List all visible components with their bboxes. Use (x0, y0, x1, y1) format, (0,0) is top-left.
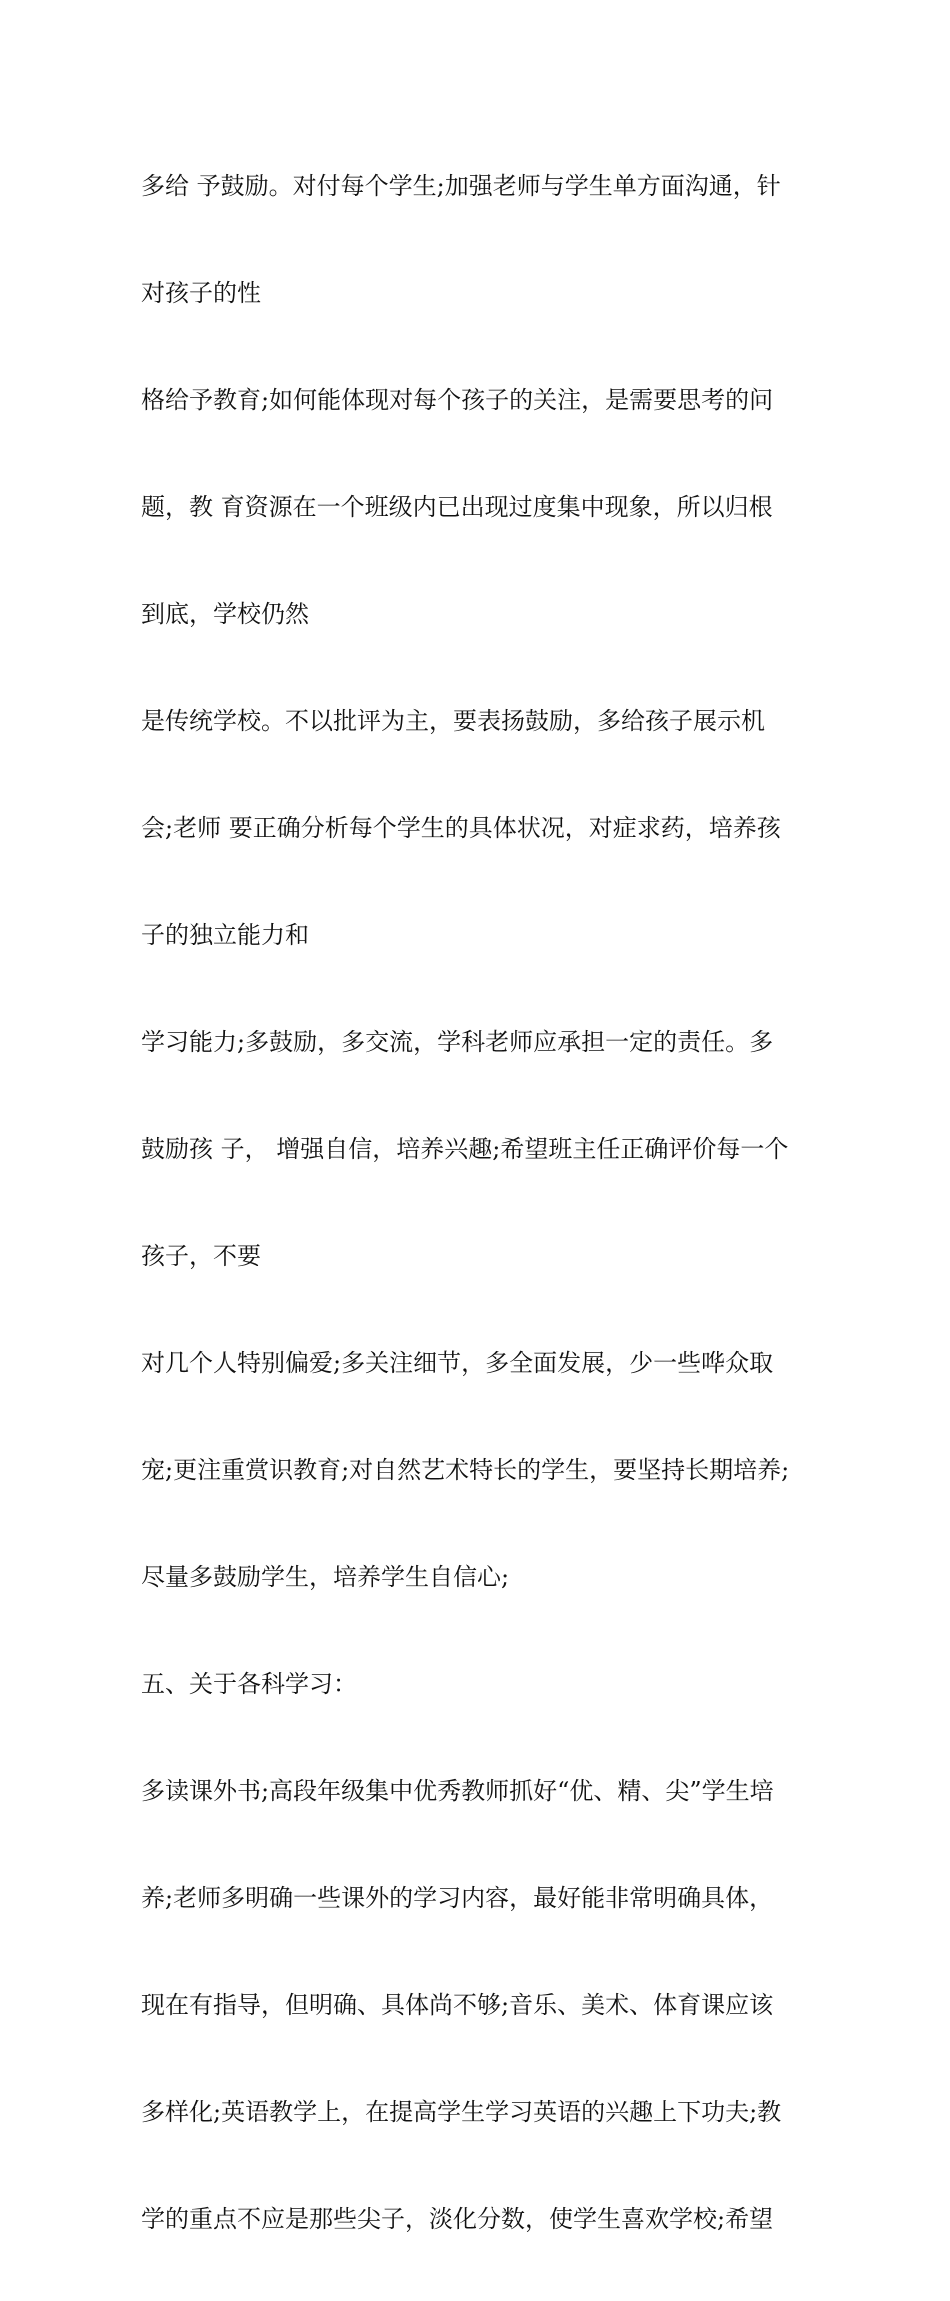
text-line: 子的独立能力和 (141, 921, 309, 949)
text-line: 多给 予鼓励。对付每个学生;加强老师与学生单方面沟通，针 (141, 172, 781, 200)
text-line: 学习能力;多鼓励，多交流，学科老师应承担一定的责任。多 (141, 1028, 774, 1056)
text-line: 到底，学校仍然 (141, 600, 309, 628)
text-line: 对几个人特别偏爱;多关注细节，多全面发展，少一些哗众取 (141, 1349, 774, 1377)
text-line: 多样化;英语教学上，在提高学生学习英语的兴趣上下功夫;教 (141, 2098, 782, 2126)
text-line: 尽量多鼓励学生，培养学生自信心; (141, 1563, 510, 1591)
text-line: 多读课外书;高段年级集中优秀教师抓好“优、精、尖”学生培 (141, 1777, 774, 1805)
text-line: 格给予教育;如何能体现对每个孩子的关注，是需要思考的问 (141, 386, 774, 414)
text-line: 是传统学校。不以批评为主，要表扬鼓励，多给孩子展示机 (141, 707, 765, 735)
section-heading: 五、关于各科学习： (141, 1670, 357, 1698)
text-line: 对孩子的性 (141, 279, 261, 307)
text-line: 现在有指导，但明确、具体尚不够;音乐、美术、体育课应该 (141, 1991, 774, 2019)
text-line: 鼓励孩 子， 增强自信，培养兴趣;希望班主任正确评价每一个 (141, 1135, 789, 1163)
text-line: 孩子，不要 (141, 1242, 261, 1270)
text-line: 题，教 育资源在一个班级内已出现过度集中现象，所以归根 (141, 493, 773, 521)
text-line: 会;老师 要正确分析每个学生的具体状况，对症求药，培养孩 (141, 814, 781, 842)
text-line: 学的重点不应是那些尖子，淡化分数，使学生喜欢学校;希望 (141, 2205, 774, 2233)
text-line: 宠;更注重赏识教育;对自然艺术特长的学生，要坚持长期培养; (141, 1456, 790, 1484)
text-line: 养;老师多明确一些课外的学习内容，最好能非常明确具体， (141, 1884, 774, 1912)
document-body-text (141, 105, 821, 2301)
